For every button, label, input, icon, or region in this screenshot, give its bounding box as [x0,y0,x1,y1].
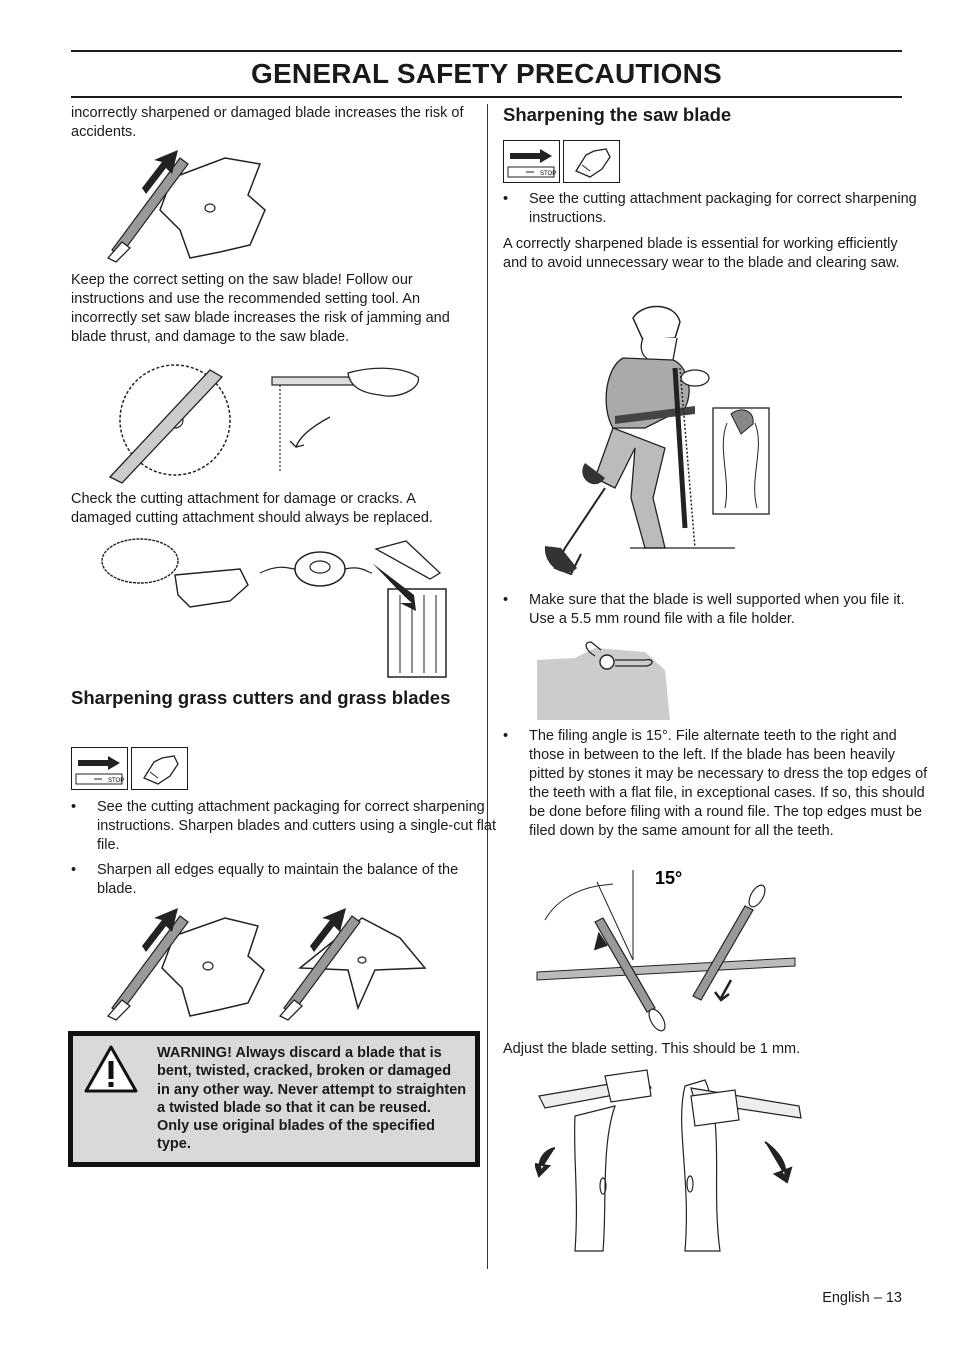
warning-box [68,1031,480,1167]
filing-angle-illustration [535,862,805,1034]
intro-text: incorrectly sharpened or damaged blade increases the risk of accidents. [71,105,464,140]
bullet-dot: • [71,799,77,815]
bullet-dot: • [503,728,509,744]
bullet-dot: • [503,191,509,207]
saw-bullet-3-text: The filing angle is 15°. File alternate teeth to the right and those in between to the left. If the blade has been heavily pitted by stones it may be necessary to dress the top edges of the teeth with a flat file, in exceptional cases. If so, this should be done before filing with a round file. The top edges must be filed down by the same amount for all the teeth. [529,728,928,839]
grass-bullet-1 [71,798,497,855]
page-title: GENERAL SAFETY PRECAUTIONS [251,58,722,89]
setting-text: Keep the correct setting on the saw blade! Follow our instructions and use the recommended setting tool. An incorrectly set saw blade increases the risk of jamming and blade thrust, and damage to the saw blade. [71,272,450,345]
grass-bullet-2-text: Sharpen all edges equally to maintain the balance of the blade. [97,862,459,897]
check-text: Check the cutting attachment for damage or cracks. A damaged cutting attachment should always be replaced. [71,491,433,526]
warning-text: WARNING! Always discard a blade that is bent, twisted, cracked, broken or damaged in any other way. Never attempt to straighten a twisted blade so that it can be reused. Only use original blades of the specified type. [157,1045,467,1153]
blade-support-illustration [535,640,675,725]
warning-inner [73,1036,475,1162]
damaged-attachments-illustration [100,533,460,681]
setting-tool-illustration [100,355,430,485]
file-arrow-stop-icon [503,140,560,183]
stop-label: STOP [108,778,125,784]
stop-label: STOP [540,171,557,177]
warning-triangle-icon [83,1044,139,1094]
adjust-text: Adjust the blade setting. This should be 1 mm. [503,1041,801,1057]
page-footer: English – 13 [822,1290,902,1306]
flat-file-blade-illustration [100,150,270,265]
bullet-dot: • [71,862,77,878]
column-divider [487,104,488,1269]
grass-bullet-2 [71,861,497,899]
operator-filing-illustration [535,298,775,583]
grass-heading: Sharpening grass cutters and grass blades [71,687,451,708]
sharpen-blades-illustration [100,908,430,1023]
glove-icon [563,140,620,183]
bullet-dot: • [503,592,509,608]
blade-setting-illustration [535,1066,805,1256]
saw-heading: Sharpening the saw blade [503,104,732,125]
saw-paragraph: A correctly sharpened blade is essential for working efficiently and to avoid unnecessary wear to the blade and clearing saw. [503,236,900,271]
glove-icon [131,747,188,790]
angle-label: 15° [655,868,683,888]
saw-bullet-2-text: Make sure that the blade is well supported when you file it. Use a 5.5 mm round file with a file holder. [529,592,905,627]
saw-bullet-3 [503,727,929,841]
page-header [71,50,902,98]
saw-bullet-2 [503,591,929,629]
file-arrow-stop-icon [71,747,128,790]
grass-icons [71,747,188,790]
saw-bullet-1-text: See the cutting attachment packaging for correct sharpening instructions. [529,191,917,226]
grass-bullet-1-text: See the cutting attachment packaging for correct sharpening instructions. Sharpen blades and cutters using a single-cut flat file. [97,799,496,853]
saw-icons [503,140,620,183]
saw-bullet-1 [503,190,929,228]
